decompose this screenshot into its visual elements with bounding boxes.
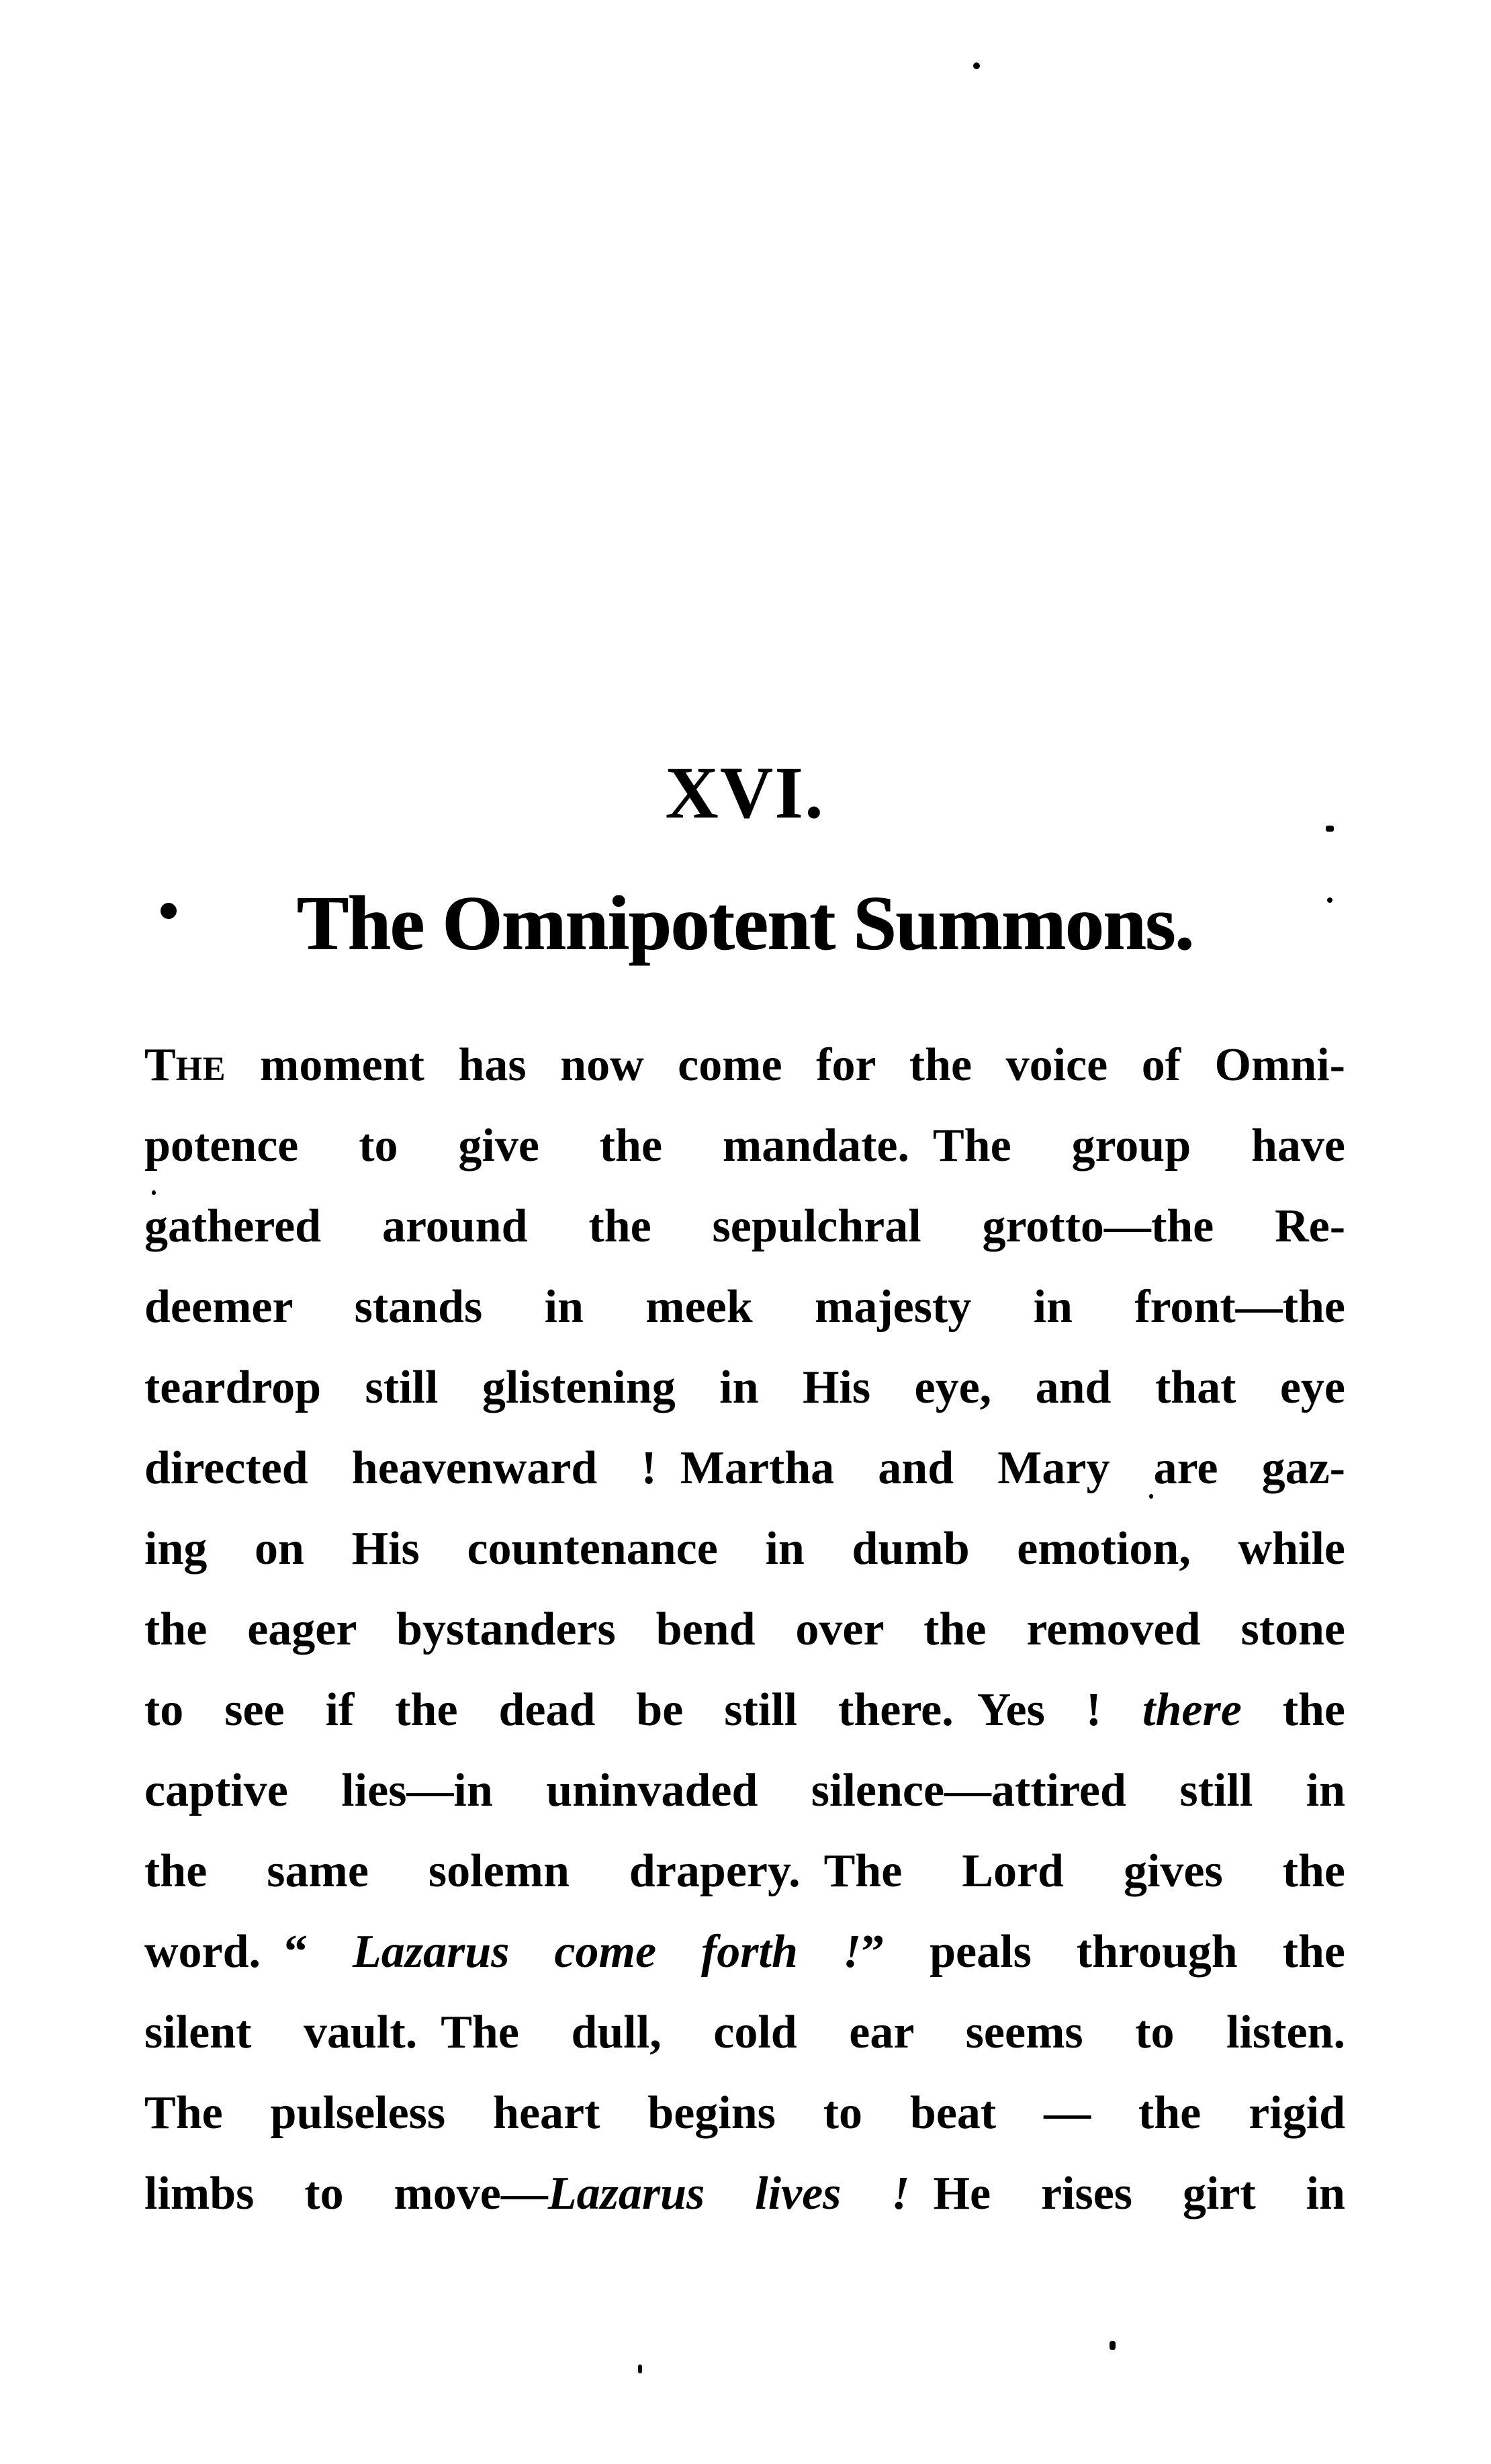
ink-speck-bottom-right: [1110, 2341, 1116, 2350]
chapter-number-heading: XVI.: [665, 752, 825, 834]
text-line: [144, 1670, 1345, 1751]
text-line: [144, 1589, 1345, 1670]
text-run-roman: the: [1241, 1684, 1345, 1736]
text-line: [144, 2154, 1345, 2234]
text-line: [144, 1186, 1345, 1267]
text-run-roman: potence to give the mandate. The group have: [144, 1120, 1345, 1172]
text-line: [144, 1912, 1345, 1992]
ink-speck-right-1: [1326, 826, 1334, 832]
text-line: [144, 1992, 1345, 2073]
text-line: [144, 1025, 1345, 1106]
text-run-roman: teardrop still glistening in His eye, and that eye: [144, 1362, 1345, 1413]
ink-speck-left-margin: [152, 1190, 156, 1195]
text-line: [144, 2073, 1345, 2154]
text-run-italic: Lazarus lives !: [547, 2168, 910, 2219]
text-run-roman: to see if the dead be still there. Yes !: [144, 1684, 1142, 1736]
ink-speck-right-2: [1327, 897, 1332, 903]
text-run-roman: directed heavenward ! Martha and Mary are gaz-: [144, 1442, 1345, 1494]
text-line: [144, 1428, 1345, 1509]
text-run-italic: Lazarus come forth !: [353, 1926, 862, 1978]
text-run-roman: gathered around the sepulchral grotto—the Re-: [144, 1200, 1345, 1252]
text-run-roman: The pulseless heart begins to beat — the rigid: [144, 2087, 1345, 2139]
text-run-roman: ” peals through the: [861, 1926, 1345, 1978]
text-run-roman: captive lies—in uninvaded silence—attired still in: [144, 1765, 1345, 1816]
text-run-roman: silent vault. The dull, cold ear seems to listen.: [144, 2007, 1345, 2058]
text-run-smallcaps: HE: [175, 1050, 226, 1088]
paragraph: [144, 1025, 1345, 2234]
text-run-roman: moment has now come for the voice of Omni-: [226, 1039, 1345, 1091]
text-line: [144, 1106, 1345, 1186]
text-line: [144, 1348, 1345, 1428]
text-run-roman: T: [144, 1039, 176, 1091]
ink-dot-top: [973, 62, 980, 69]
text-run-roman: the eager bystanders bend over the removed stone: [144, 1603, 1345, 1655]
text-line: [144, 1831, 1345, 1912]
text-line: [144, 1509, 1345, 1589]
text-run-roman: the same solemn drapery. The Lord gives the: [144, 1845, 1345, 1897]
text-run-italic: there: [1142, 1684, 1242, 1736]
text-line: [144, 1267, 1345, 1348]
text-run-roman: ing on His countenance in dumb emotion, while: [144, 1523, 1345, 1575]
text-run-roman: word. “: [144, 1926, 353, 1978]
text-run-roman: limbs to move—: [144, 2168, 548, 2219]
ink-speck-mid: [1149, 1494, 1153, 1499]
text-run-roman: deemer stands in meek majesty in front—the: [144, 1281, 1345, 1333]
ink-speck-bottom-left: [638, 2365, 642, 2373]
ink-blot-title-left: [161, 903, 177, 919]
text-run-roman: He rises girt in: [909, 2168, 1345, 2219]
chapter-title-blackletter: The Omnipotent Summons.: [296, 881, 1193, 966]
text-line: [144, 1751, 1345, 1831]
